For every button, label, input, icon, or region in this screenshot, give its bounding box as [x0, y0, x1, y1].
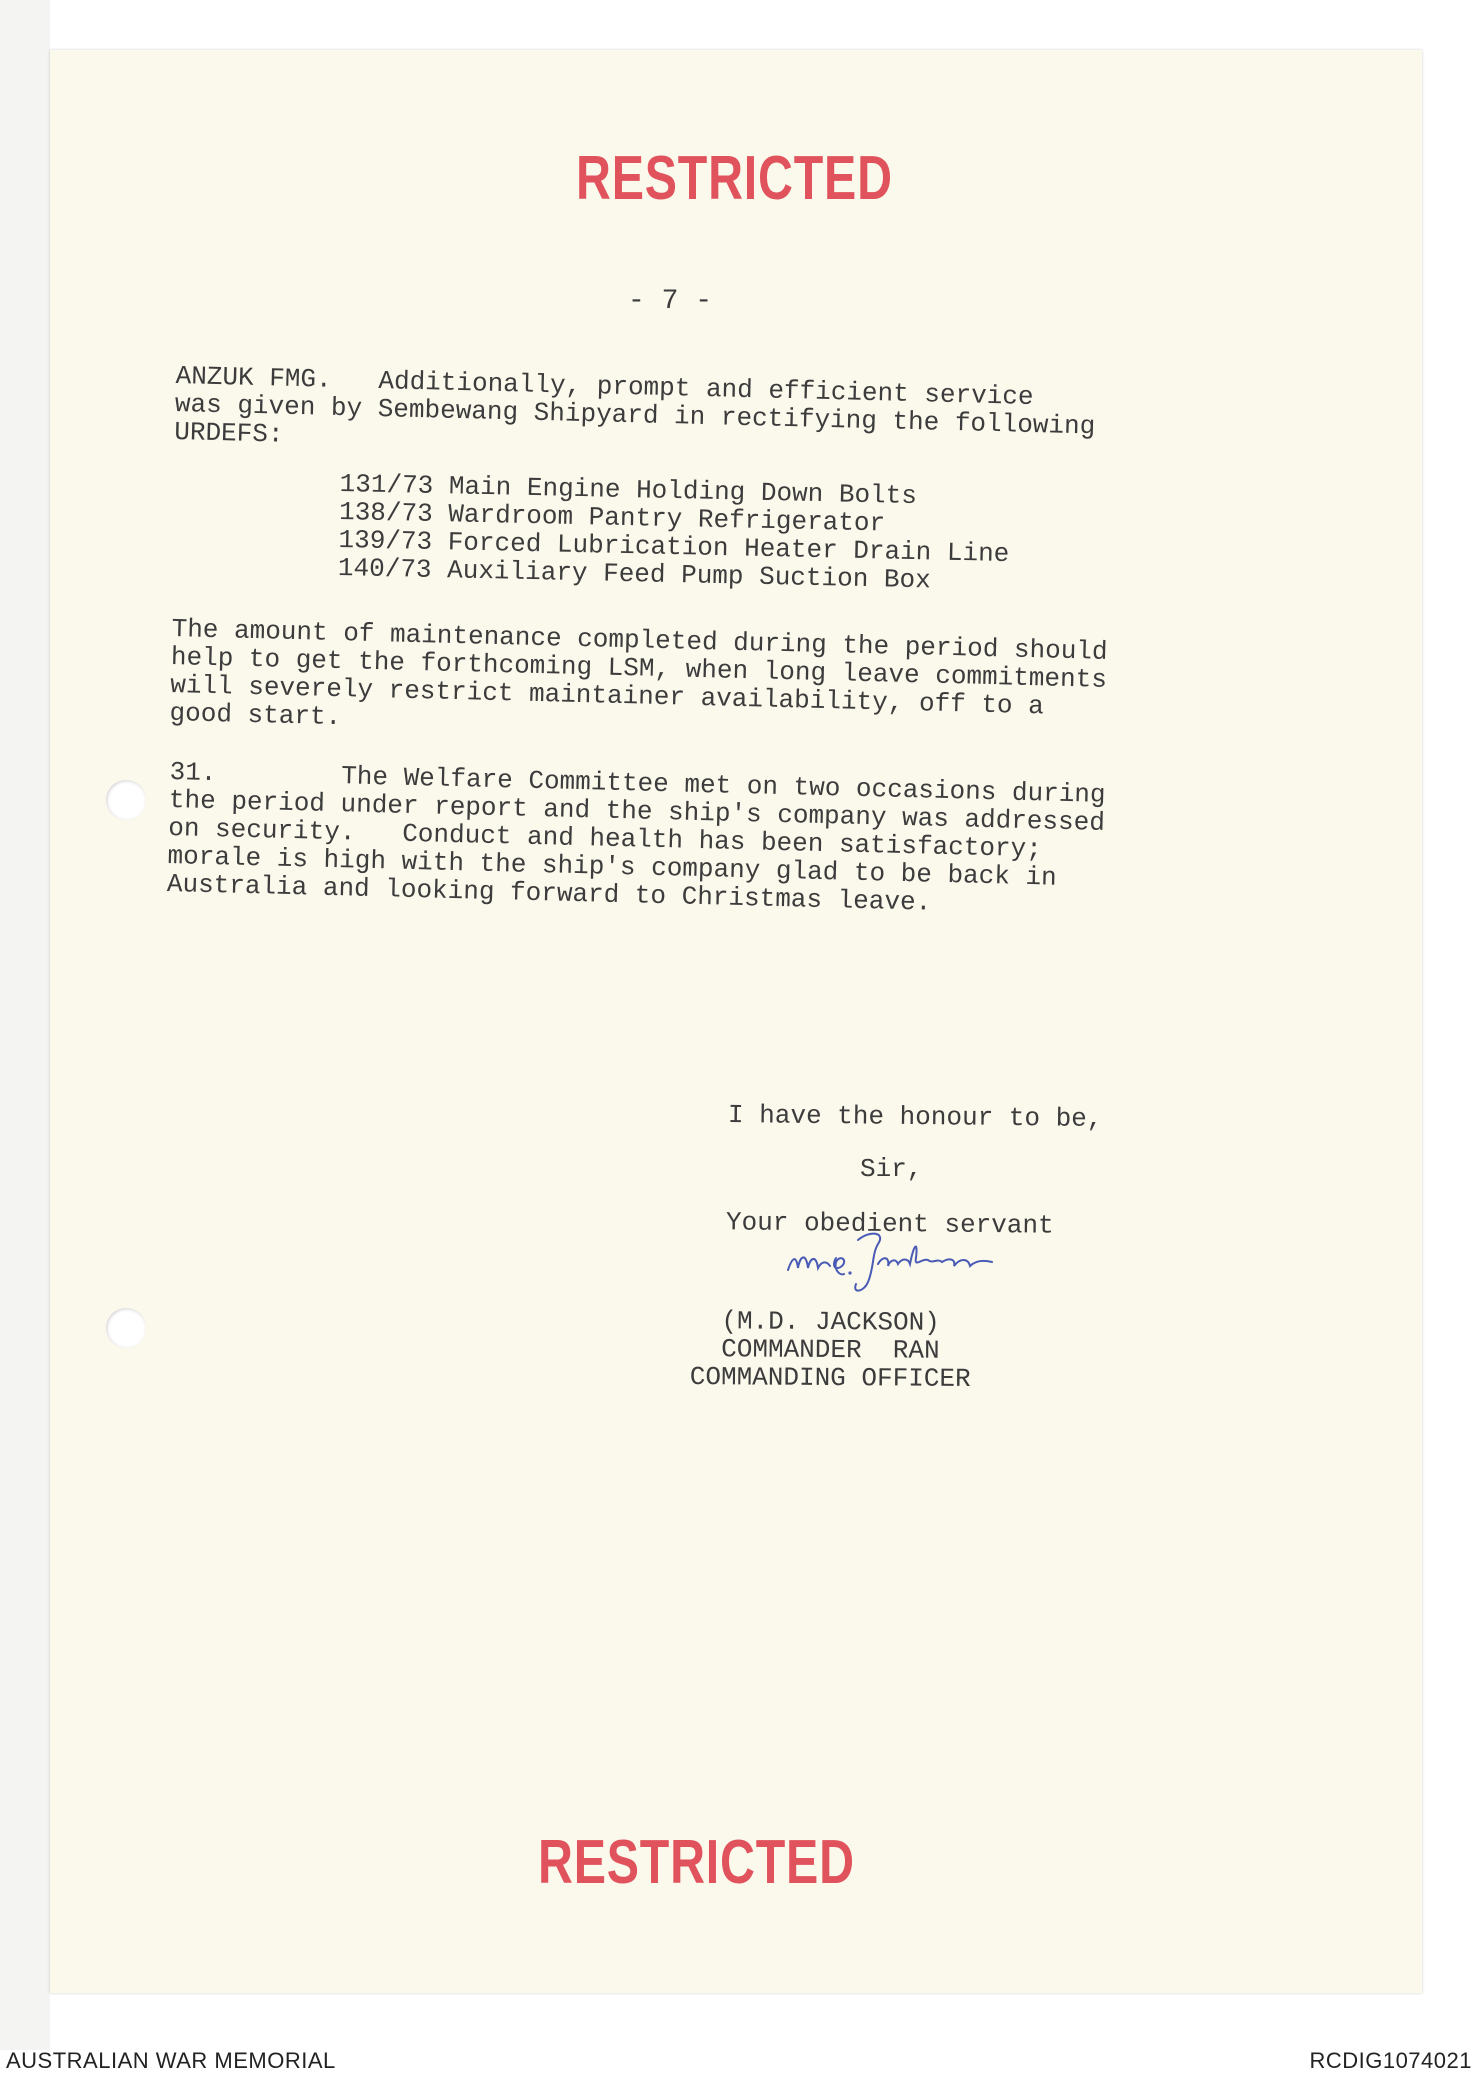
- paragraph-anzuk: ANZUK FMG. Additionally, prompt and efficient service was given by Sembewang Shipyard in rectifying the following URDEFS:: [173, 361, 1096, 450]
- closing-sir: Sir,: [860, 1154, 923, 1184]
- footer-record-id: RCDIG1074021: [1309, 2048, 1472, 2073]
- paragraph-welfare: 31. The Welfare Committee met on two occasions during the period under report and the ship's company was addressed on security. Conduct and health has been satisfactory; morale is high with the ship's company glad to be back in Australia and looking forward to Christmas leave.: [166, 757, 1106, 918]
- signature-block: (M.D. JACKSON) COMMANDER RAN COMMANDING OFFICER: [689, 1306, 971, 1394]
- restricted-stamp-top: RESTRICTED: [576, 144, 893, 213]
- page-number: - 7 -: [628, 286, 713, 317]
- scan-background: [0, 0, 50, 2050]
- paragraph-maintenance: The amount of maintenance completed during the period should help to get the forthcoming LSM, when long leave commitments will severely restrict maintainer availability, off to a good start.: [169, 614, 1108, 733]
- closing-honour: I have the honour to be,: [727, 1100, 1103, 1134]
- punch-hole: [106, 780, 146, 820]
- footer-source: AUSTRALIAN WAR MEMORIAL: [6, 2048, 336, 2073]
- handwritten-signature: [778, 1218, 1008, 1298]
- closing-servant: Your obedient servant: [725, 1207, 1054, 1241]
- punch-hole: [106, 1308, 146, 1348]
- urdef-list: 131/73 Main Engine Holding Down Bolts 138/73 Wardroom Pantry Refrigerator 139/73 Forced Lubrication Heater Drain Line 140/73 Auxiliary Feed Pump Suction Box: [337, 469, 1010, 596]
- document-page: [50, 50, 1422, 1993]
- restricted-stamp-bottom: RESTRICTED: [538, 1828, 855, 1897]
